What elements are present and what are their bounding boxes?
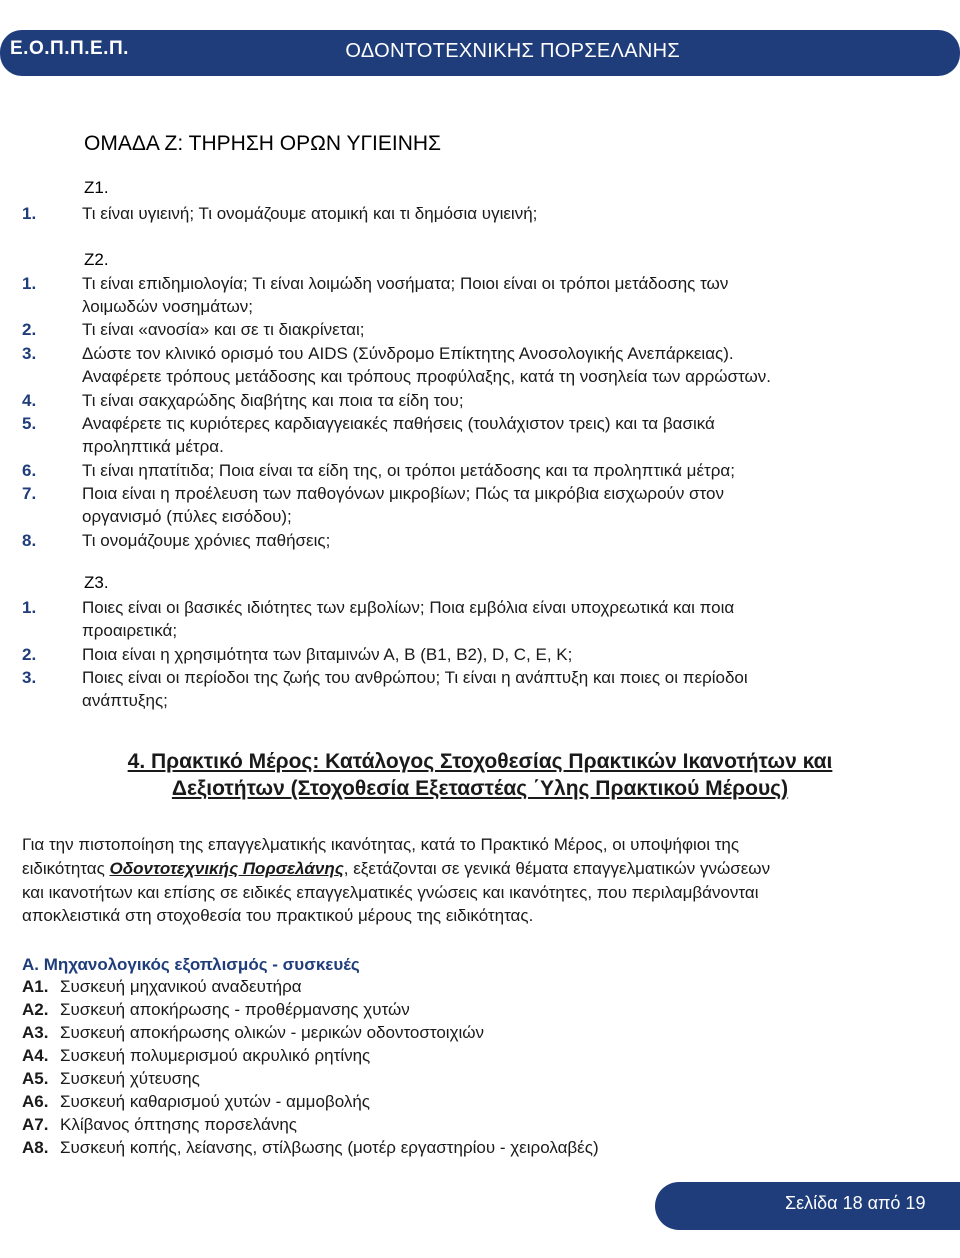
equipment-a7-text: Κλίβανος όπτησης πορσελάνης [60,1115,297,1134]
z3-item-3-line1: Ποιες είναι οι περίοδοι της ζωής του ανθρώπου; Τι είναι η ανάπτυξη και ποιες οι περίοδοι [82,668,748,687]
z2-item-2-line1: Τι είναι «ανοσία» και σε τι διακρίνεται; [82,320,365,339]
z3-item-2-line1: Ποια είναι η χρησιμότητα των βιταμινών Α, Β (Β1, Β2), D, C, E, K; [82,645,573,664]
intro-paragraph-line2-end: , εξετάζονται σε γενικά θέματα επαγγελματικών γνώσεων [343,859,771,878]
z2-item-3-number: 3. [22,344,37,363]
z2-item-1-line2: λοιμωδών νοσημάτων; [82,297,253,316]
header-org-label: Ε.Ο.Π.Π.Ε.Π. [10,38,129,59]
z2-item-4-number: 4. [22,391,37,410]
intro-paragraph-line1: Για την πιστοποίηση της επαγγελματικής ικανότητας, κατά το Πρακτικό Μέρος, οι υποψήφιοι της [22,835,740,854]
equipment-a3-text: Συσκευή αποκήρωσης ολικών - μερικών οδοντοστοιχιών [60,1023,485,1042]
z3-item-1-line1: Ποιες είναι οι βασικές ιδιότητες των εμβολίων; Ποια εμβόλια είναι υποχρεωτικά και ποια [82,598,735,617]
intro-paragraph-line2 [22,859,770,879]
section-4-heading-line1: 4. Πρακτικό Μέρος: Κατάλογος Στοχοθεσίας Πρακτικών Ικανοτήτων και [127,750,833,773]
z2-item-5-number: 5. [22,414,37,433]
z2-item-7-line1: Ποια είναι η προέλευση των παθογόνων μικροβίων; Πώς τα μικρόβια εισχωρούν στον [82,484,724,503]
equipment-a3-code: Α3. [22,1023,49,1042]
equipment-a1-code: Α1. [22,977,49,996]
equipment-a2-code: Α2. [22,1000,49,1019]
z3-label: Ζ3. [84,573,109,592]
z2-item-5-line1: Αναφέρετε τις κυριότερες καρδιαγγειακές παθήσεις (τουλάχιστον τρεις) και τα βασικά [82,414,715,433]
page-number: Σελίδα 18 από 19 [785,1193,926,1213]
equipment-a1-text: Συσκευή μηχανικού αναδευτήρα [60,977,302,996]
equipment-a7-code: Α7. [22,1115,49,1134]
z2-item-8-number: 8. [22,531,37,550]
z3-item-3-line2: ανάπτυξης; [82,691,168,710]
z2-item-6-line1: Τι είναι ηπατίτιδα; Ποια είναι τα είδη της, οι τρόποι μετάδοσης και τα προληπτικά μέτρα; [82,461,735,480]
z2-item-2-number: 2. [22,320,37,339]
specialty-name: Οδοντοτεχνικής Πορσελάνης [109,859,344,878]
z2-item-5-line2: προληπτικά μέτρα. [82,437,224,456]
equipment-a5-code: Α5. [22,1069,49,1088]
z2-item-6-number: 6. [22,461,37,480]
equipment-heading: Α. Μηχανολογικός εξοπλισμός - συσκευές [22,955,360,974]
z2-item-8-line1: Τι ονομάζουμε χρόνιες παθήσεις; [82,531,331,550]
equipment-a6-code: Α6. [22,1092,49,1111]
z2-item-3-line2: Αναφέρετε τρόπους μετάδοσης και τρόπους προφύλαξης, κατά τη νοσηλεία των αρρώστων. [82,367,771,386]
equipment-a5-text: Συσκευή χύτευσης [60,1069,200,1088]
z2-item-4-line1: Τι είναι σακχαρώδης διαβήτης και ποια τα είδη του; [82,391,464,410]
z3-item-1-line2: προαιρετικά; [82,621,178,640]
z2-item-3-line1: Δώστε τον κλινικό ορισμό του AIDS (Σύνδρομο Επίκτητης Ανοσολογικής Ανεπάρκειας). [82,344,734,363]
z1-item-1-text: Τι είναι υγιεινή; Τι ονομάζουμε ατομική και τι δημόσια υγιεινή; [82,204,538,223]
equipment-a4-text: Συσκευή πολυμερισμού ακρυλικό ρητίνης [60,1046,371,1065]
group-z-title: ΟΜΑΔΑ Ζ: ΤΗΡΗΣΗ ΟΡΩΝ ΥΓΙΕΙΝΗΣ [84,132,442,155]
z3-item-2-number: 2. [22,645,37,664]
intro-paragraph-line3: και ικανοτήτων και επίσης σε ειδικές επαγγελματικές γνώσεις και ικανότητες, που περιλαμβάνονται [22,883,759,902]
equipment-a2-text: Συσκευή αποκήρωσης - προθέρμανσης χυτών [60,1000,410,1019]
z1-label: Ζ1. [84,178,109,197]
header-specialty-label: ΟΔΟΝΤΟΤΕΧΝΙΚΗΣ ΠΟΡΣΕΛΑΝΗΣ [345,40,680,62]
section-4-heading-line2: Δεξιοτήτων (Στοχοθεσία Εξεταστέας ΄Υλης Πρακτικού Μέρους) [171,777,789,800]
equipment-a8-text: Συσκευή κοπής, λείανσης, στίλβωσης (μοτέρ εργαστηρίου - χειρολαβές) [60,1138,599,1157]
equipment-a8-code: Α8. [22,1138,49,1157]
z2-item-7-number: 7. [22,484,37,503]
z2-item-7-line2: οργανισμό (πύλες εισόδου); [82,507,292,526]
z2-label: Ζ2. [84,250,109,269]
intro-paragraph-line2-start: ειδικότητας [22,859,110,878]
intro-paragraph-line4: αποκλειστικά στη στοχοθεσία του πρακτικού μέρους της ειδικότητας. [22,906,534,925]
equipment-a6-text: Συσκευή καθαρισμού χυτών - αμμοβολής [60,1092,370,1111]
z1-item-1-number: 1. [22,204,37,223]
z3-item-3-number: 3. [22,668,37,687]
z2-item-1-line1: Τι είναι επιδημιολογία; Τι είναι λοιμώδη νοσήματα; Ποιοι είναι οι τρόποι μετάδοσης των [82,274,729,293]
equipment-a4-code: Α4. [22,1046,49,1065]
z3-item-1-number: 1. [22,598,37,617]
z2-item-1-number: 1. [22,274,37,293]
